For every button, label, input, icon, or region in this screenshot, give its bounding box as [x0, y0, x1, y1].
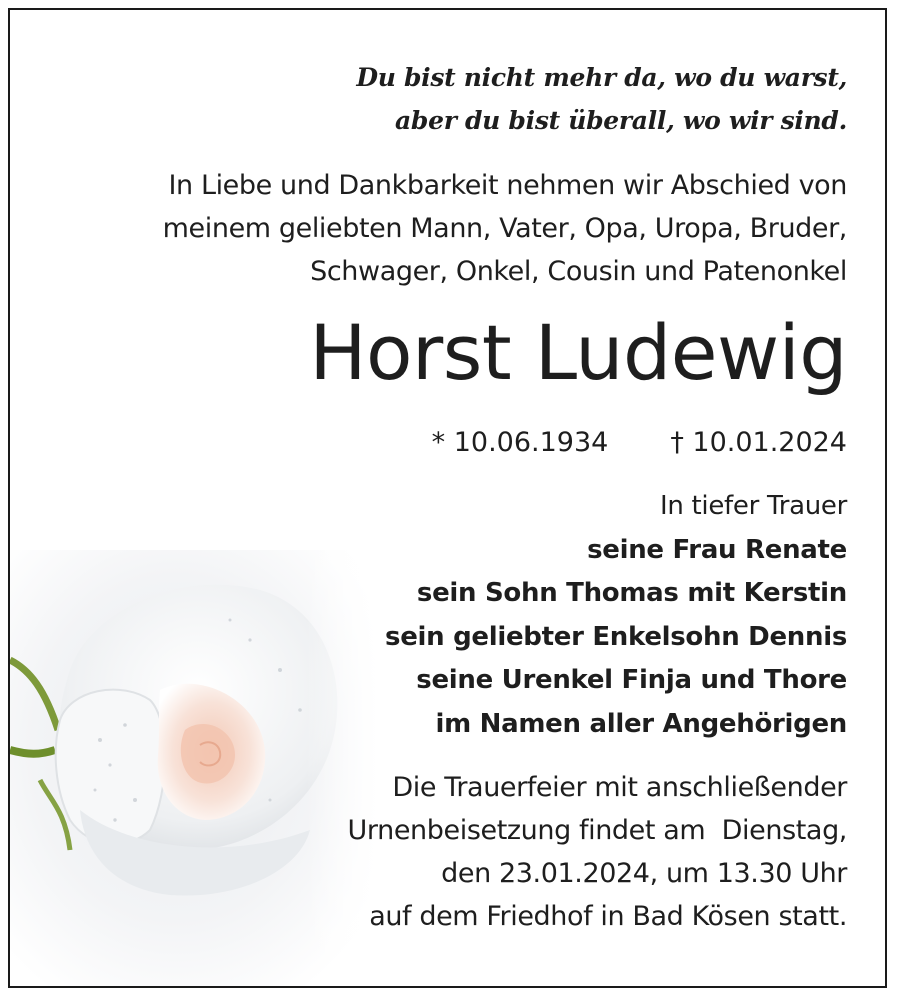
service-line: den 23.01.2024, um 13.30 Uhr — [441, 858, 847, 889]
birth-date: * 10.06.1934 — [431, 427, 609, 458]
mourner-name: sein Sohn Thomas mit Kerstin — [416, 578, 847, 608]
obituary-notice — [8, 8, 887, 988]
mourner-name: im Namen aller Angehörigen — [435, 708, 847, 739]
death-date: † 10.01.2024 — [670, 427, 847, 458]
mourners-lead: In tiefer Trauer — [660, 491, 847, 521]
notice-text — [27, 10, 847, 938]
funeral-service-info — [27, 766, 847, 938]
quote-line: aber du bist überall, wo wir sind. — [395, 106, 847, 135]
deceased-name: Horst Ludewig — [309, 308, 847, 397]
intro-line: meinem geliebten Mann, Vater, Opa, Uropa, Bruder, — [162, 213, 847, 244]
quote-line: Du bist nicht mehr da, wo du warst, — [356, 63, 847, 92]
farewell-intro — [27, 164, 847, 293]
memorial-quote — [27, 56, 847, 142]
life-dates — [27, 423, 847, 463]
intro-line: Schwager, Onkel, Cousin und Patenonkel — [310, 256, 847, 287]
mourner-name: seine Frau Renate — [587, 534, 847, 565]
service-line: auf dem Friedhof in Bad Kösen statt. — [369, 901, 847, 932]
intro-line: In Liebe und Dankbarkeit nehmen wir Abschied von — [168, 170, 847, 201]
service-line: Die Trauerfeier mit anschließender — [392, 772, 847, 803]
mourners-list — [27, 485, 847, 746]
mourner-name: seine Urenkel Finja und Thore — [416, 665, 847, 695]
mourner-name: sein geliebter Enkelsohn Dennis — [385, 621, 847, 652]
service-line: Urnenbeisetzung findet am Dienstag, — [347, 815, 847, 846]
